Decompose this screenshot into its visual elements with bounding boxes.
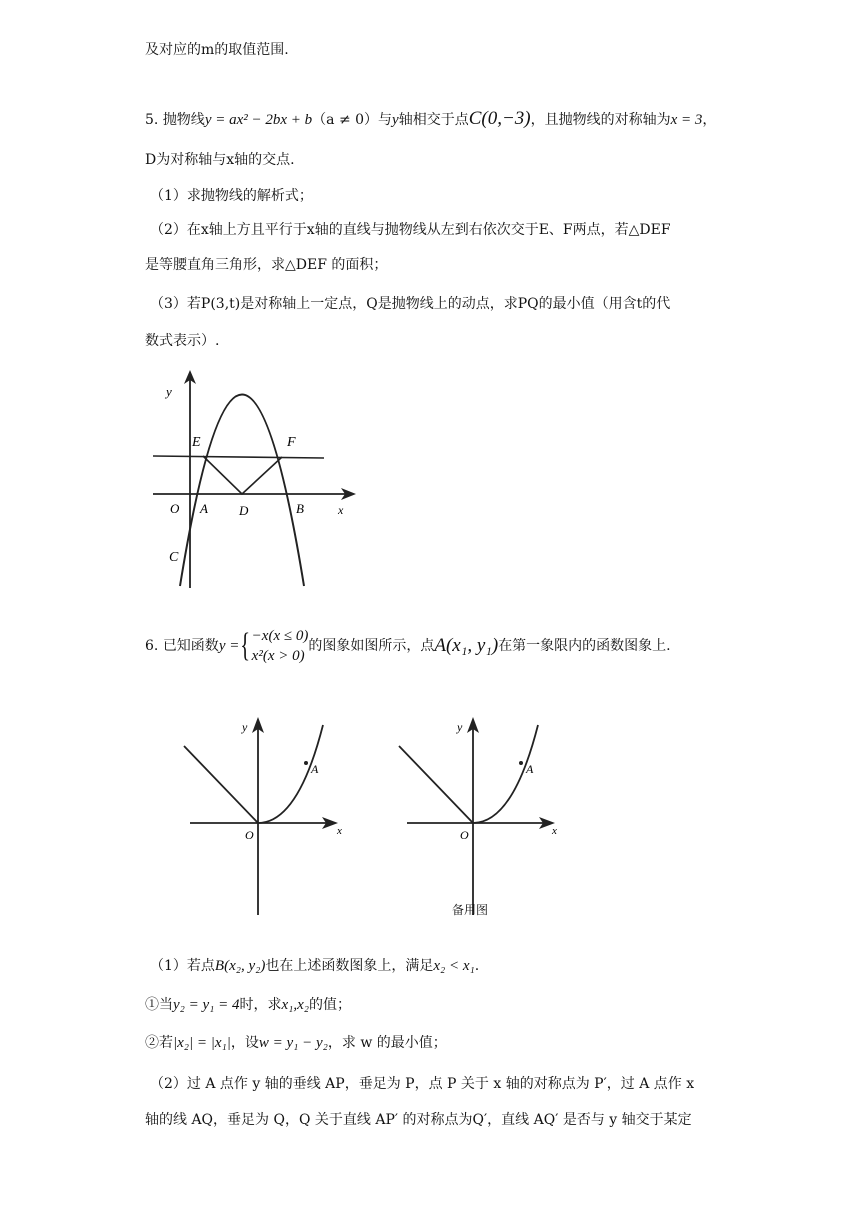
- q6-case2: x²(x > 0): [251, 648, 305, 664]
- q5-label-O: O: [170, 501, 180, 516]
- q6-sub1: [145, 995, 351, 1015]
- q6-piecewise-cases: [252, 626, 309, 666]
- q5-label-x: x: [338, 503, 344, 517]
- q6-backup-caption: 备用图: [452, 903, 489, 917]
- q5-parabola: [180, 395, 304, 587]
- q5-part2-line1: （2）在x轴上方且平行于x轴的直线与抛物线从左到右依次交于E、F两点，若△DEF: [150, 222, 671, 238]
- q5-condition: （a ≠ 0）: [312, 112, 379, 128]
- q5-label-y: y: [166, 384, 172, 399]
- q5-stem-line2: D为对称轴与x轴的交点.: [145, 152, 295, 168]
- q5-label-A: A: [200, 501, 208, 516]
- q6-part1-text2: 也在上述函数图象上，满足: [265, 958, 434, 974]
- q6-sub1-text2: 时，求: [239, 997, 282, 1013]
- q6-part1-text: （1）若点: [150, 958, 215, 974]
- q6a-line-branch: [184, 746, 258, 823]
- q6-part1-text3: .: [474, 958, 480, 974]
- q6a-label-y: y: [242, 720, 248, 734]
- intro-line: 及对应的m的取值范围.: [145, 42, 289, 58]
- q5-point-C: C(0,−3): [468, 108, 531, 129]
- q6-case1: −x(x ≤ 0): [251, 628, 309, 644]
- q6-stem: 6. 已知函数y ={−x(x ≤ 0) x²(x > 0)的图象如图所示，点A(x₁, y₁)在第一象限内的函数图象上.: [145, 627, 671, 664]
- q6-stem-text3: 在第一象限内的函数图象上.: [498, 638, 671, 654]
- q6-part1-condition: x₂ < x₁: [433, 958, 475, 974]
- q6-sub2-text2: ，设: [230, 1035, 259, 1051]
- q6-sub1-vars: x₁,x₂: [281, 997, 309, 1013]
- q5-label-C: C: [169, 550, 179, 565]
- q6-part2-line1: （2）过 A 点作 y 轴的垂线 AP，垂足为 P，点 P 关于 x 轴的对称点为 P′，过 A 点作 x: [150, 1076, 695, 1092]
- q6-point-B: B(x₂, y₂): [214, 958, 266, 974]
- q5-part2-line2: 是等腰直角三角形，求△DEF 的面积；: [145, 257, 388, 273]
- q6-sub2-w: w = y₁ − y₂: [258, 1035, 328, 1051]
- q6-part1: [150, 956, 479, 976]
- q6b-label-A: A: [526, 762, 534, 776]
- q6b-label-x: x: [552, 825, 557, 837]
- q5-y-axis-symbol: y: [392, 112, 399, 128]
- q6b-line-branch: [399, 746, 473, 823]
- q5-line-EF: [153, 456, 324, 458]
- q6-graph-backup: [395, 715, 570, 915]
- q5-stem-text: 抛物线: [162, 112, 205, 128]
- q6-part2-line2: 轴的线 AQ，垂足为 Q，Q 关于直线 AP′ 的对称点为Q′，直线 AQ′ 是否与 y 轴交于某定: [145, 1112, 692, 1128]
- q6a-point-A: [304, 761, 308, 765]
- q5-number: 5.: [145, 112, 159, 128]
- q5-triangle-DEF: [203, 456, 282, 494]
- q5-label-F: F: [287, 435, 296, 450]
- q6-point-A: A(x₁, y₁): [434, 635, 499, 656]
- q6b-point-A: [519, 761, 523, 765]
- q6-sub2-text: ②若: [145, 1035, 173, 1051]
- q6a-label-x: x: [337, 825, 342, 837]
- q6-stem-text: 已知函数: [162, 638, 219, 654]
- q5-stem-line1: [145, 109, 716, 130]
- q6-sub2: [145, 1033, 447, 1053]
- q6-number: 6.: [145, 638, 159, 654]
- q6-sub2-text3: ，求 w 的最小值；: [327, 1035, 447, 1051]
- q5-axis-equation: x = 3: [670, 112, 703, 128]
- q5-stem-text2: 与: [378, 112, 393, 128]
- q6b-label-O: O: [460, 828, 469, 842]
- q6-sub1-equation: y₂ = y₁ = 4: [173, 997, 240, 1013]
- q6-sub2-equation: |x₂| = |x₁|: [173, 1035, 231, 1051]
- q6a-label-O: O: [245, 828, 254, 842]
- q5-part1: （1）求抛物线的解析式；: [150, 188, 313, 204]
- q5-part3-line1: （3）若P(3,t)是对称轴上一定点，Q是抛物线上的动点，求PQ的最小值（用含t的代: [150, 296, 671, 312]
- q6-sub1-text3: 的值；: [309, 997, 351, 1013]
- q5-stem-text4: ，且抛物线的对称轴为: [530, 112, 671, 128]
- q6-graph-main: [180, 715, 355, 915]
- q5-label-B: B: [296, 501, 304, 516]
- q5-stem-text3: 轴相交于点: [398, 112, 469, 128]
- q5-parabola-figure: [150, 370, 370, 595]
- q5-stem-text5: ，: [702, 112, 717, 128]
- q6-sub1-text: ①当: [145, 997, 173, 1013]
- q6a-label-A: A: [311, 762, 319, 776]
- q5-part3-line2: 数式表示）.: [145, 333, 220, 349]
- q5-label-E: E: [192, 435, 201, 450]
- q5-label-D: D: [239, 503, 249, 518]
- q5-parabola-equation: y = ax² − 2bx + b: [204, 112, 313, 128]
- q6b-label-y: y: [457, 720, 463, 734]
- q6-stem-text2: 的图象如图所示，点: [308, 638, 435, 654]
